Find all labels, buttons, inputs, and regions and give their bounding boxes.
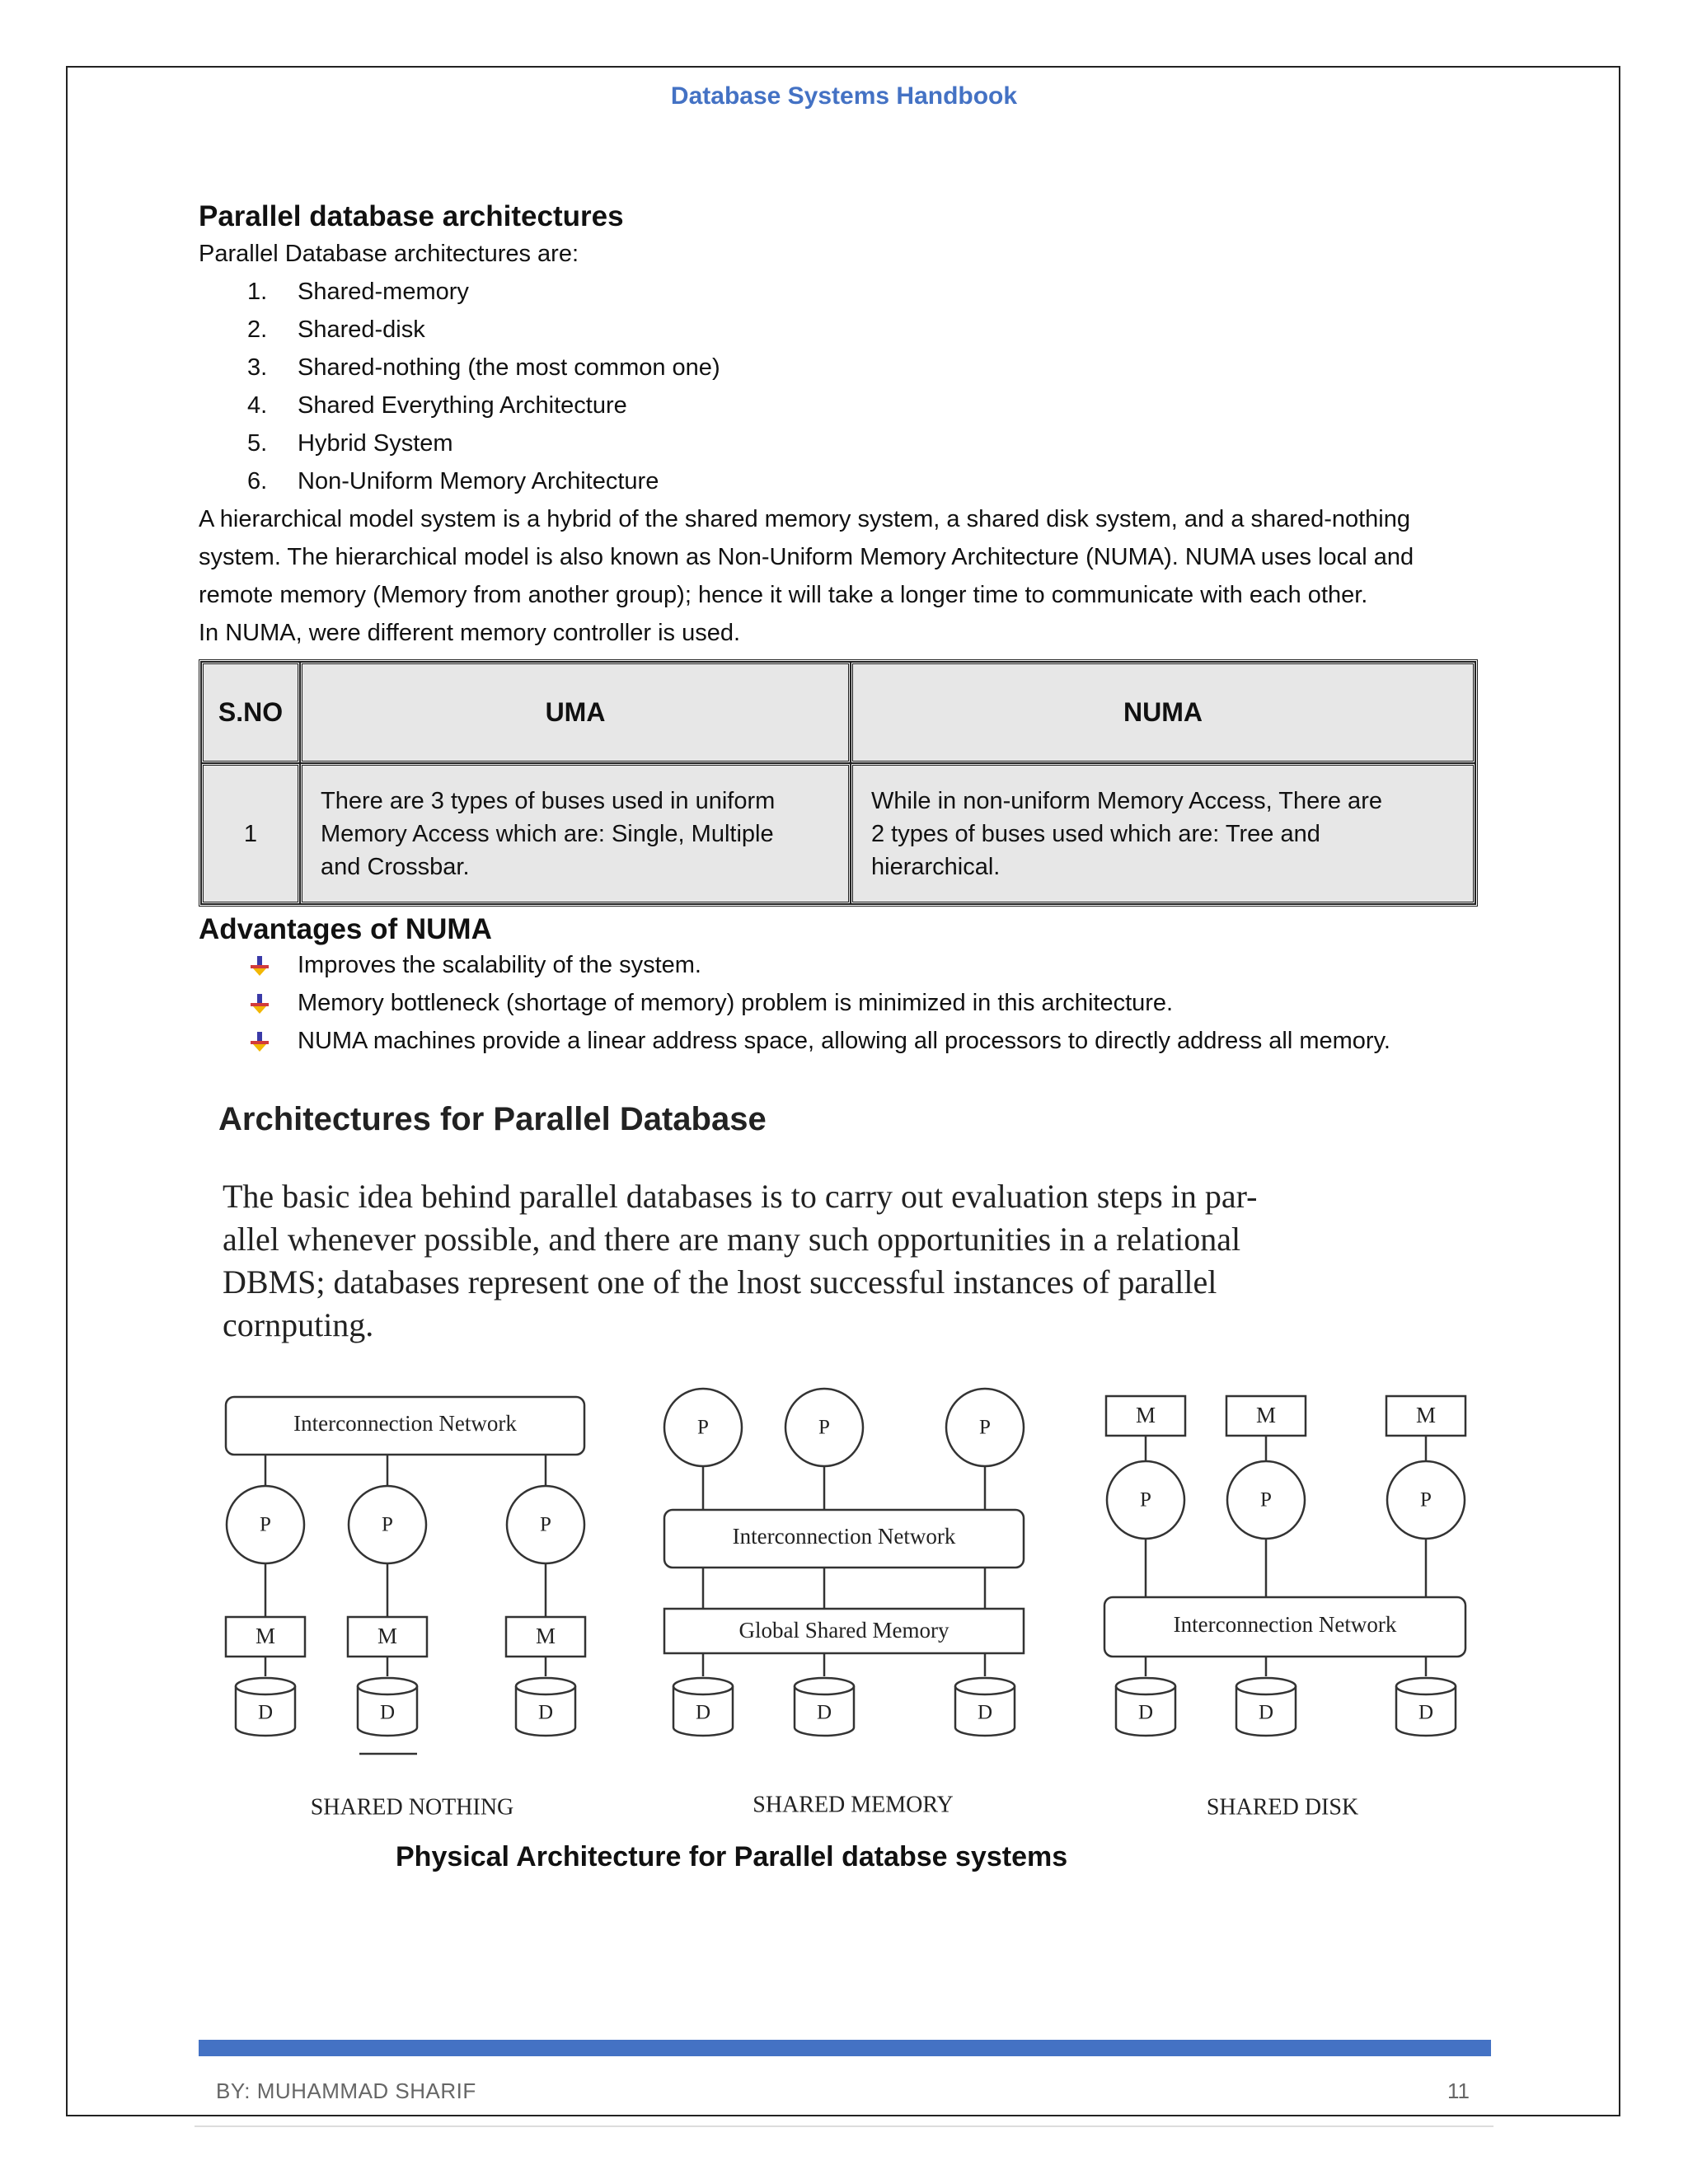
processor-label: P	[818, 1416, 830, 1439]
disk-top	[1236, 1678, 1296, 1694]
memory-node-label: M	[1135, 1403, 1156, 1428]
processor-label: P	[697, 1416, 709, 1439]
intro-text: Parallel Database architectures are:	[199, 241, 579, 267]
table-header-uma: UMA	[300, 662, 851, 763]
memory-node-label: M	[255, 1624, 276, 1649]
disk-top	[236, 1678, 295, 1694]
table-header-row	[201, 662, 1475, 763]
uma-numa-table-wrap	[199, 659, 1491, 907]
table-header-numa: NUMA	[851, 662, 1475, 763]
section-heading: Parallel database architectures	[199, 200, 624, 232]
interconnect-box-label: Interconnection Network	[732, 1524, 956, 1549]
processor-label: P	[1260, 1488, 1272, 1511]
disk-top	[358, 1678, 417, 1694]
memory-node-label: M	[377, 1624, 398, 1649]
disk-top	[673, 1678, 733, 1694]
uma-numa-table	[199, 659, 1478, 907]
architecture-diagram	[214, 1376, 1475, 1838]
page-bottom-rule	[195, 2125, 1493, 2127]
header-title: Database Systems Handbook	[670, 82, 1018, 110]
footer-author: BY: MUHAMMAD SHARIF	[216, 2079, 476, 2103]
shared-disk-label: SHARED DISK	[1206, 1794, 1359, 1821]
memory-node-label: M	[1415, 1403, 1437, 1428]
disk-label: D	[257, 1701, 274, 1724]
processor-label: P	[1140, 1488, 1151, 1511]
section-parallel-architectures	[199, 200, 1491, 652]
table-header-sno: S.NO	[201, 662, 300, 763]
arrow-bullet-icon	[250, 988, 270, 1026]
global-memory-box-label: Global Shared Memory	[738, 1618, 950, 1643]
disk-top	[516, 1678, 575, 1694]
list-item: 5. Hybrid System	[247, 430, 453, 457]
shared-memory-label: SHARED MEMORY	[753, 1792, 954, 1818]
interconnect-box-label: Interconnection Network	[293, 1411, 517, 1436]
disk-top	[1396, 1678, 1456, 1694]
list-item: 1. Shared-memory	[247, 279, 469, 305]
footer-accent-bar	[199, 2040, 1491, 2056]
interconnect-box-label: Interconnection Network	[1173, 1612, 1397, 1638]
disk-label: D	[816, 1701, 832, 1724]
disk-label: D	[1418, 1701, 1434, 1724]
list-item: 6. Non-Uniform Memory Architecture	[247, 468, 659, 494]
disk-label: D	[537, 1701, 554, 1724]
figure-caption: Physical Architecture for Parallel databse systems	[396, 1841, 1068, 1872]
processor-label: P	[382, 1513, 393, 1536]
section-advantages	[199, 913, 1491, 1060]
disk-label: D	[977, 1701, 993, 1724]
table-cell-numa: While in non-uniform Memory Access, There are 2 types of buses used which are: Tree and hierarchical.	[851, 763, 1475, 904]
memory-node-label: M	[1255, 1403, 1277, 1428]
disk-label: D	[379, 1701, 396, 1724]
disk-top	[1116, 1678, 1175, 1694]
table-cell-sno: 1	[201, 763, 300, 904]
page-number: 11	[1447, 2079, 1470, 2103]
arrow-bullet-icon	[250, 1026, 270, 1064]
table-cell-uma: There are 3 types of buses used in uniform Memory Access which are: Single, Multiple and Crossbar.	[300, 763, 851, 904]
architecture-list	[199, 273, 1491, 500]
processor-label: P	[1420, 1488, 1432, 1511]
advantages-heading: Advantages of NUMA	[199, 913, 492, 945]
disk-top	[955, 1678, 1015, 1694]
figure-title: Architectures for Parallel Database	[218, 1101, 767, 1137]
disk-label: D	[1258, 1701, 1274, 1724]
list-item: 3. Shared-nothing (the most common one)	[247, 354, 720, 381]
memory-node-label: M	[535, 1624, 556, 1649]
list-item: 2. Shared-disk	[247, 316, 425, 343]
shared-nothing-label: SHARED NOTHING	[310, 1794, 514, 1821]
list-item: 4. Shared Everything Architecture	[247, 392, 627, 419]
processor-label: P	[540, 1513, 551, 1536]
disk-top	[795, 1678, 854, 1694]
disk-label: D	[695, 1701, 711, 1724]
list-item: Memory bottleneck (shortage of memory) problem is minimized in this architecture.	[199, 984, 1491, 1022]
disk-label: D	[1137, 1701, 1154, 1724]
hierarchical-paragraph: A hierarchical model system is a hybrid of the shared memory system, a shared disk system, and a shared-nothing system. The hierarchical model is also known as Non-Uniform Memory Architecture (NUMA). NUMA uses local and remote memory (Memory from another group); hence it will take a longer time to communicate with each other. In NUMA, were different memory controller is used.	[199, 506, 1414, 646]
list-item: Improves the scalability of the system.	[199, 946, 1491, 984]
processor-label: P	[260, 1513, 271, 1536]
processor-label: P	[979, 1416, 991, 1439]
advantages-list	[199, 946, 1491, 1060]
list-item: NUMA machines provide a linear address space, allowing all processors to directly address all memory.	[199, 1022, 1491, 1060]
arrow-bullet-icon	[250, 950, 270, 988]
figure-paragraph: The basic idea behind parallel databases is to carry out evaluation steps in par- allel whenever possible, and there are many such opportunities in a relational DBMS; databases represent one of the lnost successful instances of parallel cornputing.	[223, 1178, 1258, 1343]
table-row	[201, 763, 1475, 904]
